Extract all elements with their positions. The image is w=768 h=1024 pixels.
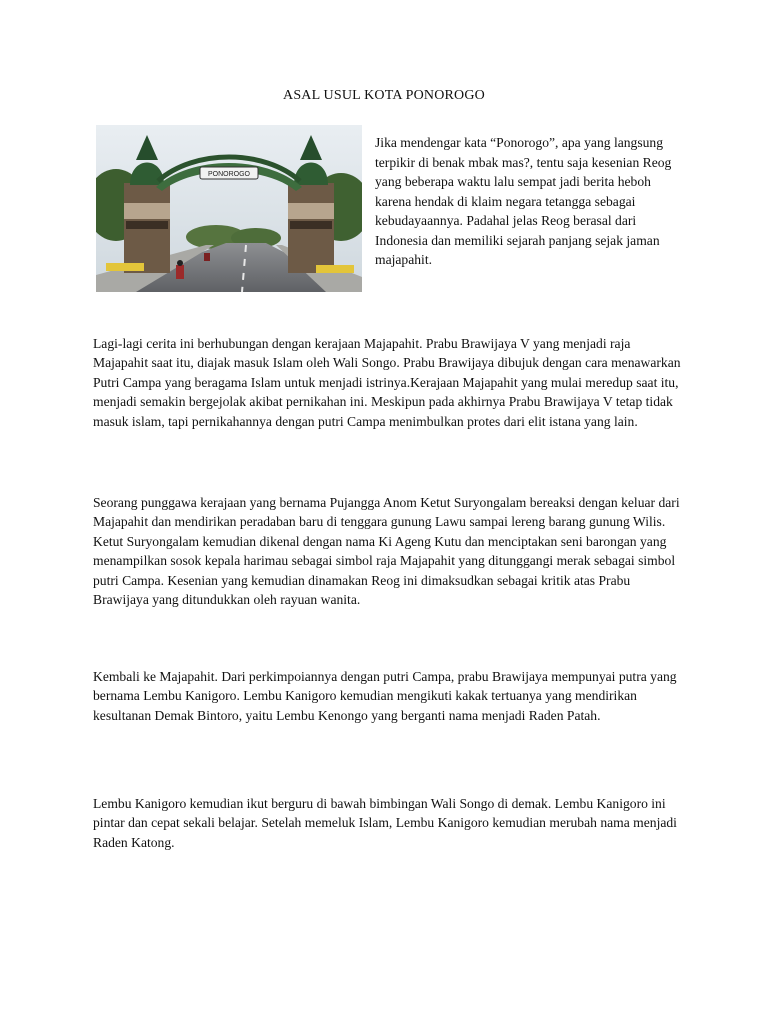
paragraph-raden-katong xyxy=(93,794,683,852)
paragraph-text: Seorang punggawa kerajaan yang bernama Pujangga Anom Ketut Suryongalam bereaksi dengan keluar dari Majapahit dan mendirikan peradaban baru di tenggara gunung Lawu sampai lereng barang gunung Wilis. Ketut Suryongalam kemudian dikenal dengan nama Ki Ageng Kutu dan menciptakan seni barongan yang menampilkan sosok kepala harimau sebagai simbol raja Majapahit yang ditunggangi merak sebagai simbol putri Campa. Kesenian yang kemudian dinamakan Reog ini dimaksudkan sebagai kritik atas Prabu Brawijaya yang ditundukkan oleh rayuan wanita. xyxy=(93,495,680,608)
paragraph-lembu-kanigoro xyxy=(93,667,683,725)
document-title: ASAL USUL KOTA PONOROGO xyxy=(283,88,485,103)
paragraph-majapahit xyxy=(93,334,683,431)
intro-paragraph xyxy=(375,133,685,270)
paragraph-ketut-suryongalam xyxy=(93,493,683,609)
paragraph-text: Kembali ke Majapahit. Dari perkimpoiannya dengan putri Campa, prabu Brawijaya mempunyai putra yang bernama Lembu Kanigoro. Lembu Kanigoro kemudian mengikuti kakak tertuanya yang mendirikan kesultanan Demak Bintoro, yaitu Lembu Kenongo yang berganti nama menjadi Raden Patah. xyxy=(93,669,677,723)
gate-sign-text: PONOROGO xyxy=(207,171,251,178)
intro-text: Jika mendengar kata “Ponorogo”, apa yang langsung terpikir di benak mbak mas?, tentu saja kesenian Reog yang beberapa waktu lalu sempat jadi berita heboh karena hendak di klaim negara tetangga sebagai kebudayaannya. Padahal jelas Reog berasal dari Indonesia dan memiliki sejarah panjang sejak jaman majapahit. xyxy=(375,135,672,267)
ponorogo-gate-photo xyxy=(96,125,362,292)
paragraph-text: Lagi-lagi cerita ini berhubungan dengan kerajaan Majapahit. Prabu Brawijaya V yang menjadi raja Majapahit saat itu, diajak masuk Islam oleh Wali Songo. Prabu Brawijaya dibujuk dengan cara menawarkan Putri Campa yang beragama Islam untuk menjadi istrinya.Kerajaan Majapahit yang mulai meredup saat itu, menjadi semakin bergejolak akibat pernikahan ini. Meskipun pada akhirnya Prabu Brawijaya V tetap tidak masuk islam, tapi pernikahannya dengan putri Campa menimbulkan protes dari elit istana yang lain. xyxy=(93,336,681,429)
paragraph-text: Lembu Kanigoro kemudian ikut berguru di bawah bimbingan Wali Songo di demak. Lembu Kanigoro ini pintar dan cepat sekali belajar. Setelah memeluk Islam, Lembu Kanigoro kemudian merubah nama menjadi Raden Katong. xyxy=(93,796,677,850)
